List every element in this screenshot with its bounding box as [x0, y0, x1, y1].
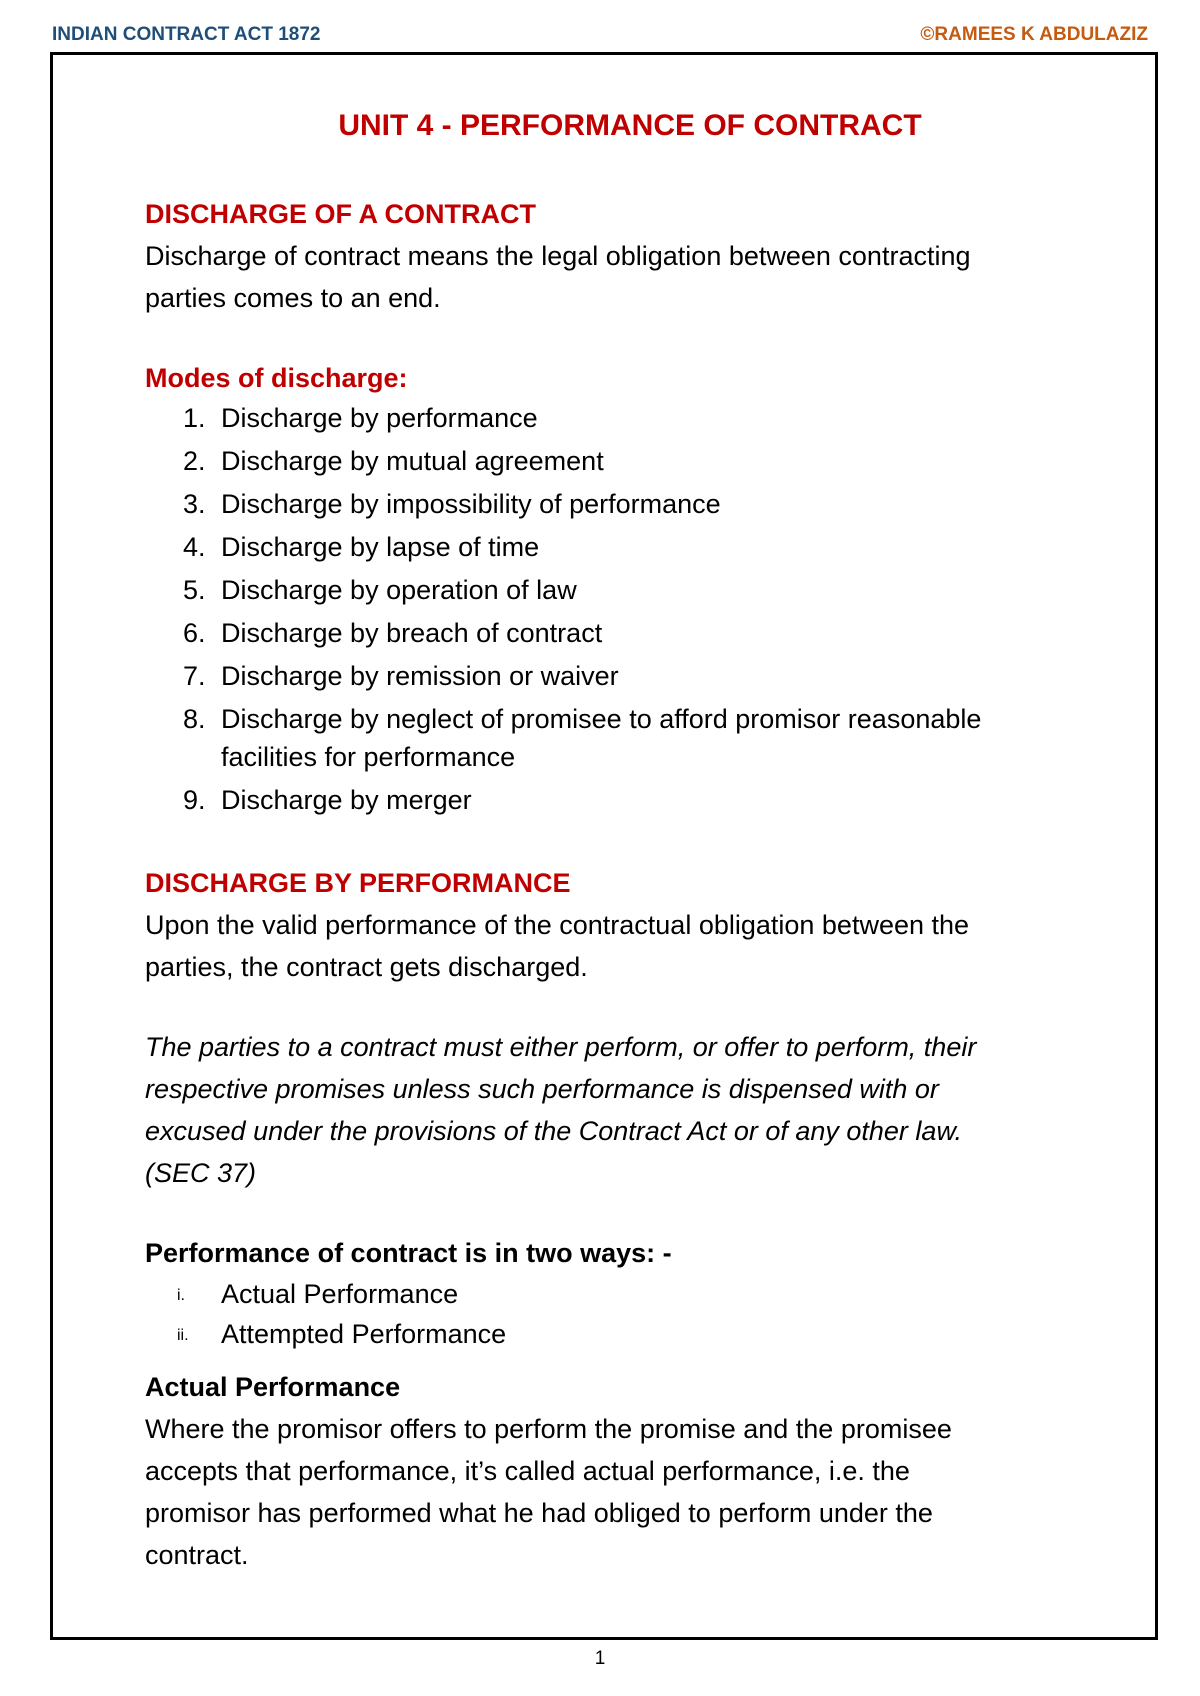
section-37-quote: The parties to a contract must either perform, or offer to perform, their respective promises unless such performance is dispensed with or excused under the provisions of the Contract Act or of any other law. (SEC 37) [145, 1032, 977, 1188]
header-left-title: INDIAN CONTRACT ACT 1872 [52, 24, 321, 45]
list-item: 2. Discharge by mutual agreement [183, 446, 604, 476]
list-item: 1. Discharge by performance [183, 403, 538, 433]
list-item: 4. Discharge by lapse of time [183, 532, 540, 562]
ways-heading: Performance of contract is in two ways: - [145, 1238, 672, 1268]
discharge-heading: DISCHARGE OF A CONTRACT [145, 199, 536, 229]
discharge-definition: Discharge of contract means the legal obligation between contracting parties comes to an end. [145, 241, 971, 313]
list-item: ii. Attempted Performance [177, 1319, 507, 1349]
header-right-author: ©RAMEES K ABDULAZIZ [920, 24, 1148, 45]
modes-heading: Modes of discharge: [145, 363, 408, 393]
actual-performance-heading: Actual Performance [145, 1372, 401, 1402]
list-item: i. Actual Performance [177, 1279, 459, 1309]
list-item: 7. Discharge by remission or waiver [183, 661, 619, 691]
list-item: 5. Discharge by operation of law [183, 575, 577, 605]
page-content [145, 105, 1125, 1576]
list-item: 3. Discharge by impossibility of performance [183, 489, 721, 519]
performance-heading: DISCHARGE BY PERFORMANCE [145, 868, 571, 898]
page-title: UNIT 4 - PERFORMANCE OF CONTRACT [338, 109, 922, 142]
page-number: 1 [594, 1648, 606, 1669]
list-item: 9. Discharge by merger [183, 785, 472, 815]
performance-definition: Upon the valid performance of the contractual obligation between the parties, the contract gets discharged. [145, 910, 970, 982]
list-item: 8. Discharge by neglect of promisee to afford promisor reasonable facilities for performance [183, 704, 982, 772]
page-border [50, 52, 1158, 1640]
actual-performance-definition: Where the promisor offers to perform the promise and the promisee accepts that performance, it’s called actual performance, i.e. the promisor has performed what he had obliged to perform under the contract. [145, 1414, 952, 1570]
ways-list [145, 1274, 1125, 1354]
list-item: 6. Discharge by breach of contract [183, 618, 603, 648]
page-header [52, 20, 1148, 50]
modes-list [145, 399, 1125, 819]
